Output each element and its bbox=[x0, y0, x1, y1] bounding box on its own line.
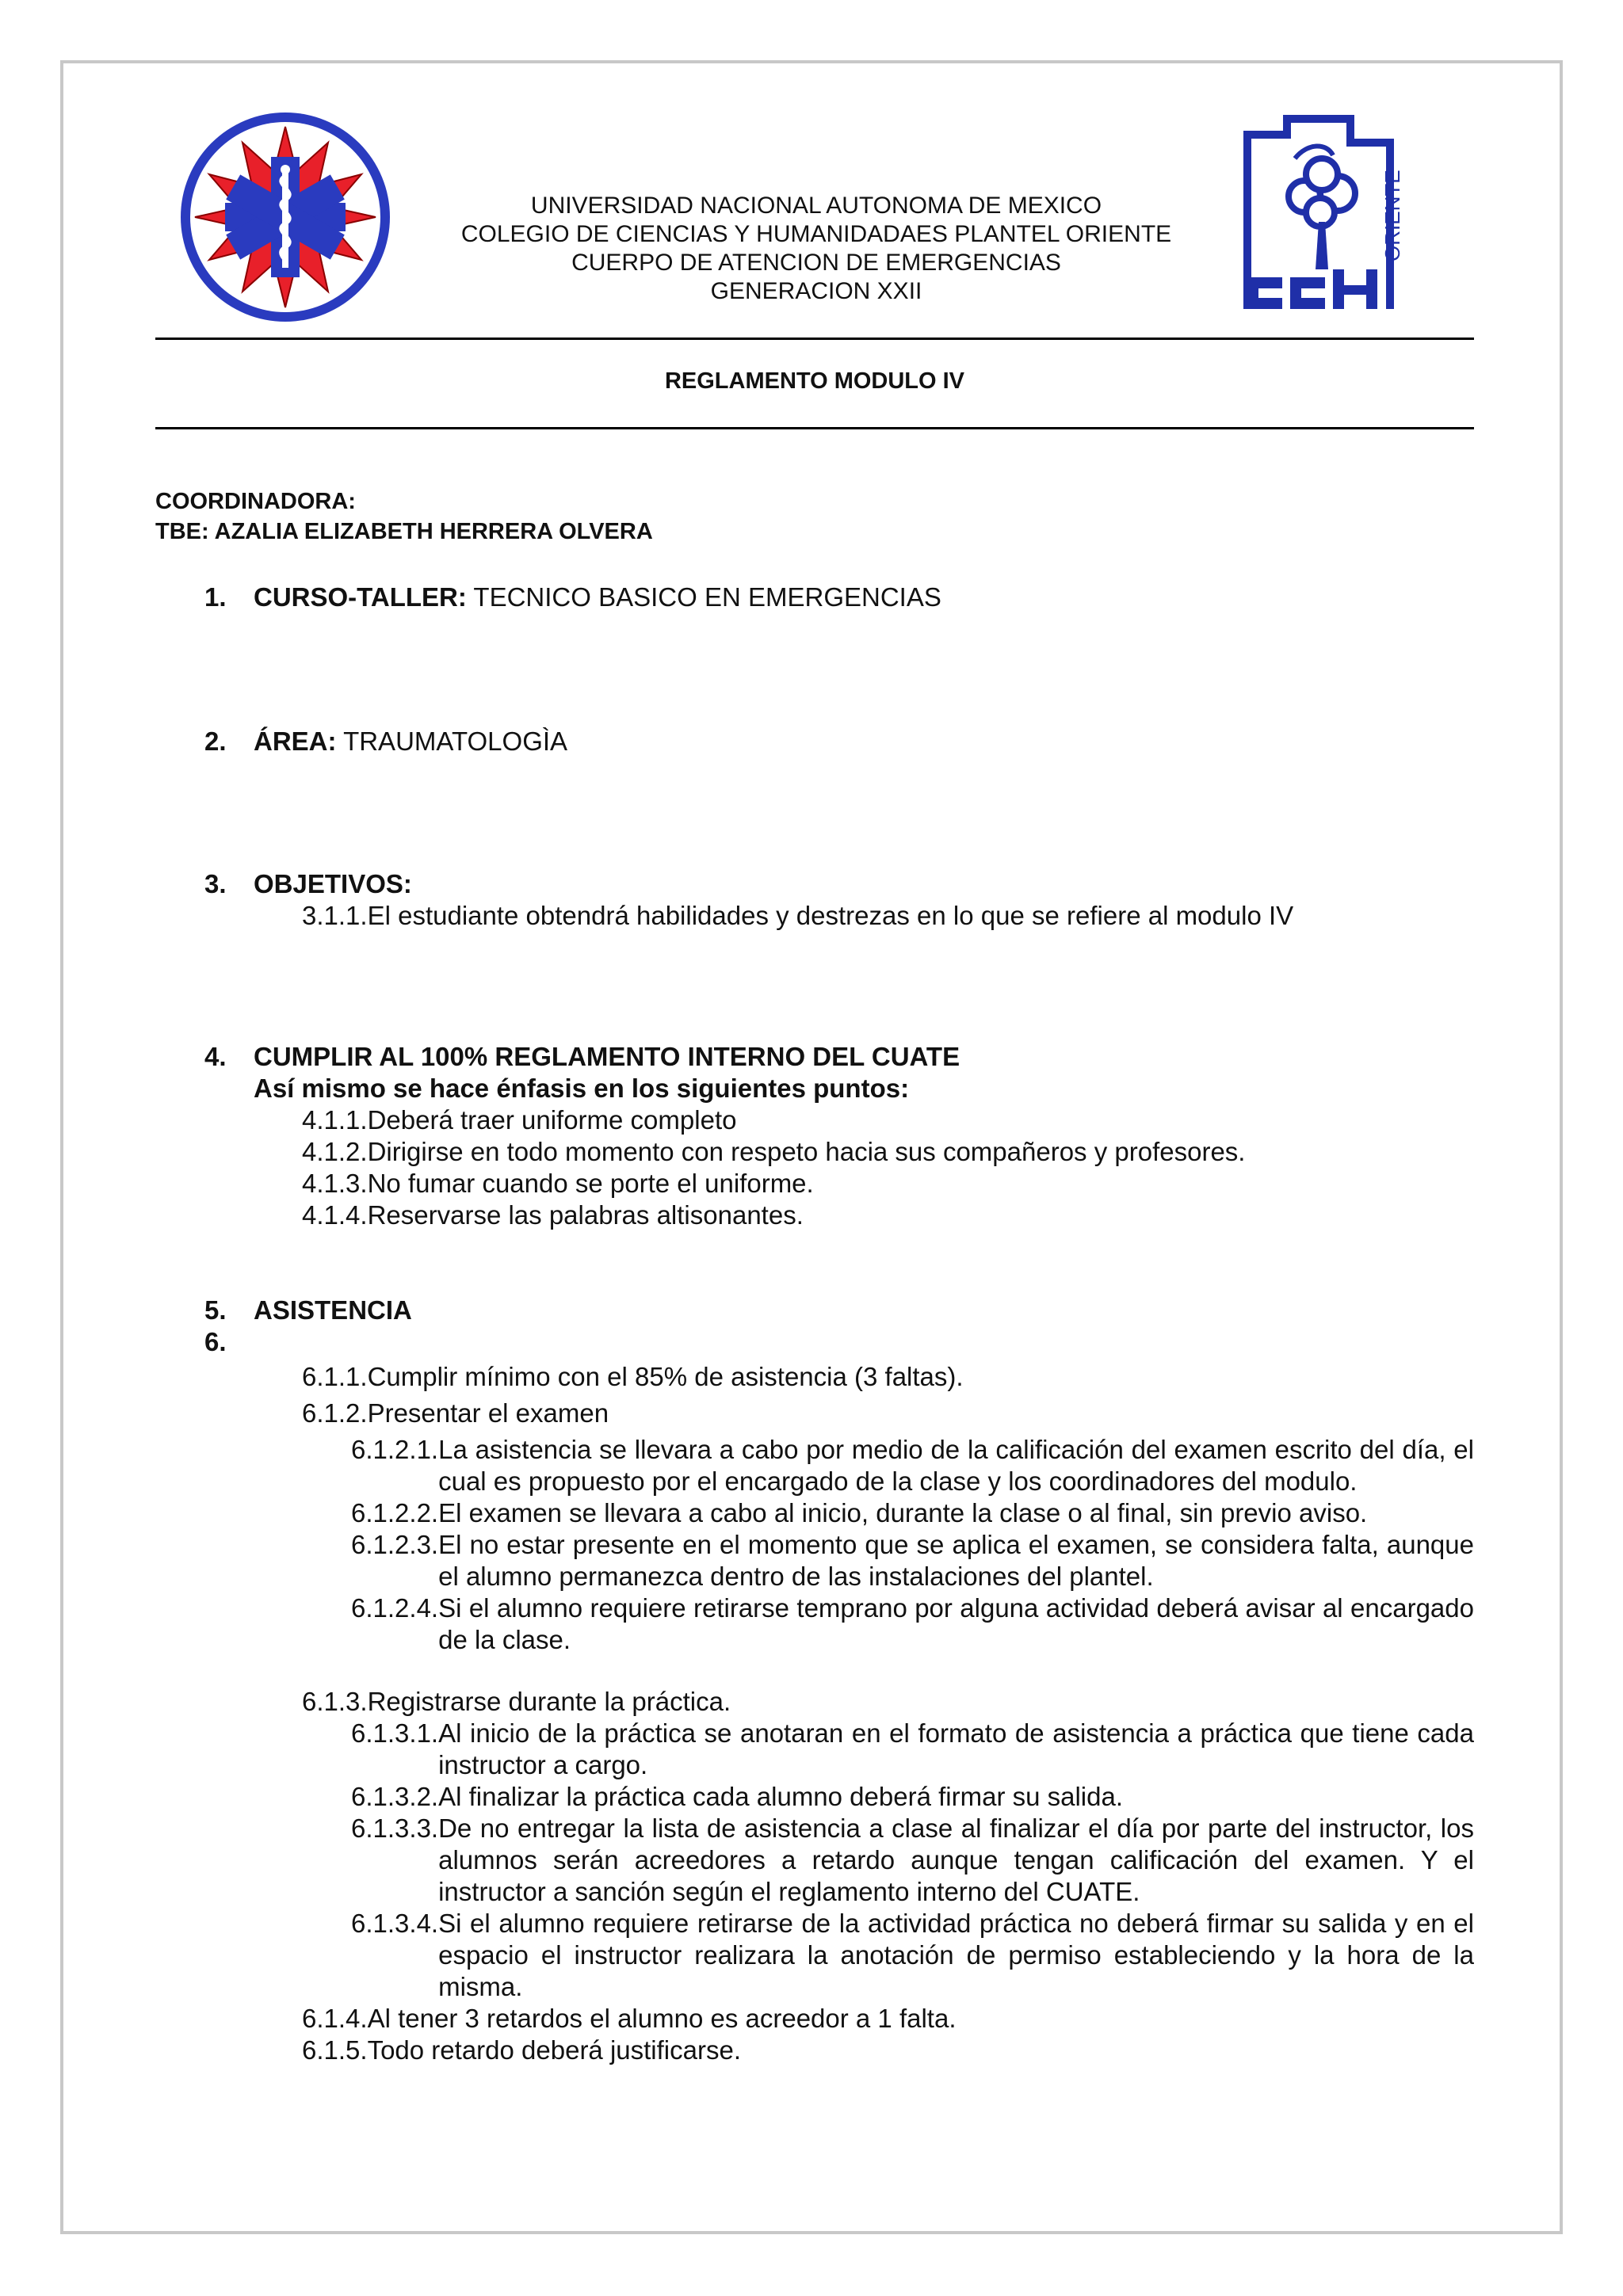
institution-header bbox=[396, 192, 1236, 306]
cch-oriente-logo bbox=[1239, 111, 1406, 317]
section-six bbox=[155, 1326, 1474, 1358]
header-line: GENERACION XXII bbox=[710, 278, 922, 304]
section-label: ASISTENCIA bbox=[254, 1295, 412, 1325]
item-text: Cumplir mínimo con el 85% de asistencia (3 faltas). bbox=[367, 1362, 964, 1391]
item-text: No fumar cuando se porte el uniforme. bbox=[367, 1169, 814, 1198]
item-text: Si el alumno requiere retirarse de la actividad práctica no deberá firmar su salida y en el espacio el instructor realizara la anotación de permiso estableciendo y la hora de la misma. bbox=[438, 1909, 1474, 2001]
header-divider bbox=[155, 338, 1474, 340]
list-item bbox=[302, 1686, 1474, 1718]
document-title: REGLAMENTO MODULO IV bbox=[664, 368, 965, 394]
section-label: CURSO-TALLER: bbox=[254, 582, 467, 612]
header-line: COLEGIO DE CIENCIAS Y HUMANIDADAES PLANTEL ORIENTE bbox=[460, 221, 1172, 247]
item-number: 6.1.2.3. bbox=[351, 1530, 439, 1559]
item-text: Al tener 3 retardos el alumno es acreedor a 1 falta. bbox=[367, 2004, 957, 2033]
item-number: 4.1.3. bbox=[302, 1169, 368, 1198]
list-item bbox=[302, 2035, 1474, 2066]
item-number: 6.1.3. bbox=[302, 1687, 368, 1716]
section-number: 3. bbox=[204, 869, 227, 898]
item-text: Deberá traer uniforme completo bbox=[367, 1105, 737, 1135]
section-number: 2. bbox=[204, 727, 227, 756]
header-line: UNIVERSIDAD NACIONAL AUTONOMA DE MEXICO bbox=[530, 193, 1102, 219]
section-course bbox=[155, 582, 1474, 613]
list-item bbox=[302, 1398, 1474, 1429]
item-number: 6.1.3.2. bbox=[351, 1782, 439, 1811]
section-area bbox=[155, 726, 1474, 757]
section-objectives bbox=[155, 868, 1474, 900]
section-attendance bbox=[155, 1295, 1474, 1326]
item-text: Registrarse durante la práctica. bbox=[367, 1687, 731, 1716]
list-item bbox=[351, 1908, 1474, 2003]
item-number: 6.1.5. bbox=[302, 2035, 368, 2065]
section-label: OBJETIVOS: bbox=[254, 869, 412, 898]
item-text: El no estar presente en el momento que se aplica el examen, se considera falta, aunque el alumno permanezca dentro de las instalaciones del plantel. bbox=[438, 1530, 1474, 1591]
list-item bbox=[351, 1592, 1474, 1656]
section-rules bbox=[155, 1041, 1474, 1073]
item-number: 6.1.3.4. bbox=[351, 1909, 439, 1938]
list-item bbox=[302, 1104, 1474, 1136]
item-text: El examen se llevara a cabo al inicio, durante la clase o al final, sin previo aviso. bbox=[438, 1498, 1368, 1527]
list-item bbox=[351, 1497, 1474, 1529]
list-item bbox=[302, 1136, 1474, 1168]
list-item bbox=[302, 1361, 1474, 1393]
item-text: De no entregar la lista de asistencia a clase al finalizar el día por parte del instructor, los alumnos serán acreedores a retardo aunque tengan calificación del examen. Y el instructor a sanción según el reglamento interno del CUATE. bbox=[438, 1814, 1474, 1906]
section-value: TECNICO BASICO EN EMERGENCIAS bbox=[466, 582, 941, 612]
section-number: 6. bbox=[204, 1327, 227, 1356]
list-item bbox=[351, 1813, 1474, 1908]
coordinator-name: TBE: AZALIA ELIZABETH HERRERA OLVERA bbox=[155, 519, 653, 544]
list-item bbox=[302, 2003, 1474, 2035]
item-text: El estudiante obtendrá habilidades y destrezas en lo que se refiere al modulo IV bbox=[367, 901, 1294, 930]
item-number: 3.1.1. bbox=[302, 901, 368, 930]
item-number: 6.1.2. bbox=[302, 1398, 368, 1428]
item-number: 6.1.2.2. bbox=[351, 1498, 439, 1527]
list-item bbox=[351, 1529, 1474, 1592]
item-number: 6.1.3.3. bbox=[351, 1814, 439, 1843]
star-of-life-logo bbox=[178, 109, 393, 325]
section-number: 5. bbox=[204, 1295, 227, 1325]
section-sublabel: Así mismo se hace énfasis en los siguientes puntos: bbox=[254, 1074, 910, 1103]
section-number: 4. bbox=[204, 1042, 227, 1071]
item-text: Si el alumno requiere retirarse temprano por alguna actividad deberá avisar al encargado de la clase. bbox=[438, 1593, 1474, 1654]
item-number: 4.1.1. bbox=[302, 1105, 368, 1135]
coordinator-label: COORDINADORA: bbox=[155, 489, 356, 514]
list-item bbox=[351, 1718, 1474, 1781]
item-text: Dirigirse en todo momento con respeto hacia sus compañeros y profesores. bbox=[367, 1137, 1246, 1166]
item-number: 6.1.2.1. bbox=[351, 1435, 439, 1464]
section-value: TRAUMATOLOGÌA bbox=[336, 727, 568, 756]
list-item bbox=[351, 1434, 1474, 1497]
list-item bbox=[302, 1199, 1474, 1231]
section-number: 1. bbox=[204, 582, 227, 612]
list-item bbox=[302, 1168, 1474, 1199]
list-item bbox=[351, 1781, 1474, 1813]
cch-logo-text: ORIENTE bbox=[1381, 170, 1404, 261]
item-number: 6.1.4. bbox=[302, 2004, 368, 2033]
item-number: 4.1.4. bbox=[302, 1200, 368, 1230]
list-item bbox=[302, 900, 1474, 932]
item-number: 6.1.1. bbox=[302, 1362, 368, 1391]
item-number: 6.1.3.1. bbox=[351, 1718, 439, 1748]
section-label: CUMPLIR AL 100% REGLAMENTO INTERNO DEL CUATE bbox=[254, 1042, 960, 1071]
item-text: Presentar el examen bbox=[367, 1398, 609, 1428]
item-text: Todo retardo deberá justificarse. bbox=[367, 2035, 742, 2065]
section-rules-intro bbox=[155, 1073, 1474, 1104]
item-text: Al finalizar la práctica cada alumno deberá firmar su salida. bbox=[438, 1782, 1124, 1811]
item-text: Al inicio de la práctica se anotaran en el formato de asistencia a práctica que tiene cada instructor a cargo. bbox=[438, 1718, 1474, 1779]
header-line: CUERPO DE ATENCION DE EMERGENCIAS bbox=[571, 250, 1061, 276]
item-number: 6.1.2.4. bbox=[351, 1593, 439, 1623]
regulation-content bbox=[155, 582, 1474, 2066]
title-divider bbox=[155, 427, 1474, 429]
item-text: La asistencia se llevara a cabo por medio de la calificación del examen escrito del día, el cual es propuesto por el encargado de la clase y los coordinadores del modulo. bbox=[438, 1435, 1474, 1496]
section-label: ÁREA: bbox=[254, 727, 337, 756]
item-text: Reservarse las palabras altisonantes. bbox=[367, 1200, 804, 1230]
item-number: 4.1.2. bbox=[302, 1137, 368, 1166]
coordinator-block bbox=[155, 486, 653, 547]
